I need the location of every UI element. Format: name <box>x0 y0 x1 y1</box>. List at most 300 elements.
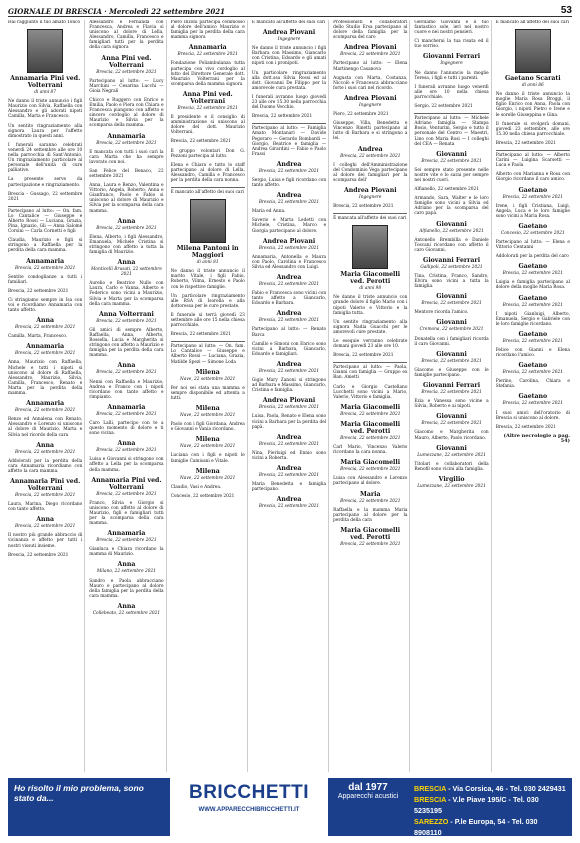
deceased-name: Anna <box>117 440 136 448</box>
notice-text: Brescia, 22 settembre 2021 <box>495 140 557 146</box>
notice-text: Il presidente e il consiglio di amministrazione si uniscono al dolore del dott. Maurizio Volterrani. <box>170 115 245 136</box>
deceased-name: Andrea Piovani <box>343 186 397 194</box>
obituary-text <box>333 385 407 400</box>
deceased-name: Milena <box>195 436 220 444</box>
notice-text: Carl Mario, Vincenzo Valerio ricordano la cara nonna. <box>333 445 408 456</box>
obituary-text <box>414 196 488 216</box>
notice-text: È mancato all'affetto dei suoi cari <box>495 20 570 25</box>
obituary-text <box>252 378 326 393</box>
deceased-name: Maria Giacomelli <box>340 403 401 411</box>
obituary-columns <box>8 20 572 772</box>
obituary-text <box>8 99 82 119</box>
notice-text: Professionisti e collaboratori dello Studio Ersa partecipano al dolore della famiglia per la scomparsa del caro <box>333 20 408 41</box>
place-date: Brescia, 22 settembre 2021 <box>502 271 563 277</box>
deceased-name: Anna <box>36 516 55 524</box>
ad-address: BRESCIA - Via Corsica, 46 - Tel. 030 2429431 <box>414 784 566 793</box>
obituary-text <box>496 204 570 219</box>
divider <box>252 123 326 124</box>
obituary-name-block <box>89 530 163 543</box>
obituary-name-block <box>8 258 82 271</box>
place-date: di anni 86 <box>521 83 544 89</box>
obituary-text <box>8 177 82 187</box>
obituary-text <box>333 320 407 335</box>
notice-text: Elena, Alberto, i figli Alessandro, Emanuela, Michele Cristina si stringono con affetto a tutta la famiglia di Maurizio. <box>89 234 164 255</box>
place-date: Brescia, 22 settembre 2021 <box>14 449 76 455</box>
notice-text: Ne danno il triste annuncio i figli Barbara con Massimo, Giancarlo con Cristina, Edoardo e gli amati nipoti con i pronipoti. <box>251 46 327 67</box>
column-3 <box>171 20 248 772</box>
notice-text: Irene, i figli Cristiana, Luigi, Angela, Luca e le loro famiglie sono vicini a Maria Rosa. <box>495 203 570 219</box>
place-date: Nave, 22 settembre 2021 <box>180 475 236 481</box>
deceased-name: Giovanni <box>436 350 467 358</box>
obituary-text <box>414 399 488 409</box>
ad-since-box <box>328 778 408 836</box>
obituary-text <box>8 143 82 174</box>
deceased-name: Anna <box>117 602 136 610</box>
obituary-name-block <box>89 362 163 375</box>
ad-slogan: Ho risolto il mio problema, sono stato da... <box>14 783 144 803</box>
deceased-name: Anna <box>36 441 55 449</box>
portrait-photo <box>515 29 551 73</box>
notice-text: Aurelio e Beatrice Nullo con Laura, Carlo e Vanna, Alberto e Federico sono vicini a Maurizio, Silvia e Marta per la scomparsa della cara mamma. <box>89 281 164 307</box>
obituary-text <box>252 218 326 233</box>
obituary-text <box>8 360 82 396</box>
obituary-name-block <box>414 151 488 164</box>
notice-text: Claudia, Maurizio e figli si stringono a Raffaella per la perdita della cara mamma. <box>8 238 83 254</box>
obituary-text <box>252 209 326 214</box>
obituary-name-block <box>333 271 407 291</box>
obituary-text <box>89 98 163 129</box>
obituary-name-block <box>333 421 407 441</box>
place-date: Brescia, 22 settembre 2021 <box>340 467 401 473</box>
deceased-name: Annamaria <box>107 530 146 538</box>
obituary-name-block <box>333 95 407 108</box>
obituary-name-block <box>496 393 570 406</box>
obituary-name-block <box>252 361 326 374</box>
notice-text: Ne danno il triste annuncio la moglie Maria Rosa Broggi, il figlio Enrico con Anna, Paola con Giorgio, i nipoti Pietro e Irene e le sorelle Giuseppina e Gina. <box>495 92 570 118</box>
notice-text: Partecipano al lutto: — Elena Martinengo Casanova <box>333 61 408 72</box>
place-date: di anni 87 <box>34 90 57 96</box>
notice-text: Sentite condoglianze a tutti i familiari. <box>8 274 83 285</box>
obituary-text <box>252 20 326 25</box>
obituary-text <box>8 533 82 548</box>
header-title: GIORNALE DI BRESCIA · Mercoledì 22 settembre 2021 <box>8 7 225 16</box>
deceased-name: Maria Giacomelli ved. Perotti <box>340 420 401 435</box>
deceased-name: Annamaria Pini ved. Volterrani <box>10 75 81 90</box>
obituary-name-block <box>8 343 82 356</box>
obituary-name-block <box>333 404 407 417</box>
divider <box>496 150 570 151</box>
place-date: Nave, 22 settembre 2021 <box>180 413 236 419</box>
obituary-text <box>414 104 488 109</box>
notice-text: Sei sempre stato presente nelle nostre vite e lo sarai per sempre nei nostri cuori. <box>414 167 489 183</box>
notice-text: Ci stringiamo sempre in Isa con voi e ricordiamo Annamaria con tanto affetto. <box>8 297 83 314</box>
obituary-text <box>89 183 163 214</box>
notice-text: Franco, Silvia e Giorgio si uniscono con affetto al dolore di Maurizio, figli e famigliari tutti per la scomparsa della cara mamma. <box>89 500 164 527</box>
notice-text: Luigia e famiglia partecipano al dolore della moglie Maria Rosa. <box>495 280 570 291</box>
ad-addresses <box>408 778 572 836</box>
obituary-text <box>252 71 326 91</box>
notice-text: Un sentito ringraziamento alla signora Nadia Guacchi per le amorevoli cure prestate. <box>333 319 408 335</box>
place-date: Nave, 22 settembre 2021 <box>180 444 236 450</box>
notice-text: Carlo e Giorgio Castellano Lucchetti sono vicini a Mario, Valerio, Vittorio e famiglia. <box>333 384 408 400</box>
deceased-name: Andrea <box>276 274 302 281</box>
deceased-name: Andrea <box>276 192 302 200</box>
obituary-name-block <box>414 53 488 66</box>
deceased-name: Anna <box>117 561 136 569</box>
deceased-name: Milena <box>195 467 220 475</box>
notice-text: Partecipano al lutto: — Paola, Gianni con famiglia — Gruppo ex Ban. Ametti <box>333 365 408 381</box>
obituary-text <box>496 379 570 389</box>
notice-text: Il nostro più grande abbraccio di vicinanza e affetto per tutti i nostri vissuti insieme. <box>8 533 83 549</box>
obituary-text <box>171 344 245 364</box>
obituary-text <box>171 313 245 328</box>
obituary-text <box>171 422 245 432</box>
obituary-text <box>496 425 570 430</box>
obituary-text <box>252 451 326 461</box>
obituary-text <box>333 76 407 91</box>
notice-text: Laura, Marina, Diego ricordano con tanto affetto. <box>8 502 83 513</box>
notice-text: Luciana con i figli e nipoti le famiglie Camisani e Vitale. <box>170 453 245 464</box>
obituary-text <box>333 445 407 455</box>
deceased-name: Maria Giacomelli ved. Perotti <box>340 526 401 541</box>
obituary-name-block <box>8 442 82 455</box>
obituary-name-block <box>89 311 163 324</box>
obituary-text <box>89 421 163 436</box>
obituary-name-block <box>414 319 488 332</box>
deceased-name: Annamaria <box>107 132 146 140</box>
column-4 <box>252 20 329 772</box>
obituary-name-block <box>8 478 82 498</box>
obituary-name-block <box>252 397 326 410</box>
notice-text: Camillo e Simoni con Enrico sono vicini a Barbara, Giancarlo, Edoardo e famigliari. <box>251 341 327 357</box>
notice-text: Sergio, Luisa e figli ricordano con tanto affetto. <box>251 177 327 189</box>
deceased-name: Annamaria Pini ved. Volterrani <box>10 477 81 492</box>
notice-text: Armando, Sara, Walter e le loro famiglie sono vicini a Silvia ed Adriano per la scomparsa del caro papà. <box>414 196 489 217</box>
notice-text: Ne danno il triste annuncio il marito Vitale, i figli Fabio, Roberto, Vilma, Ernesto e Paolo con le rispettive famiglie. <box>170 269 245 290</box>
notice-text: Antonello Brembilla e Daniele Toscani ricordano con affetto il caro Giovanni. <box>414 237 489 253</box>
ad-brand: BRICCHETTI <box>188 782 310 803</box>
obituary-name-block <box>171 245 245 265</box>
notice-text: Luisa, Paola, Renato e Elena sono vicini a Barbara per la perdita del papà. <box>251 414 327 430</box>
notice-text: Giacomo e Giuseppe con le famiglie partecipano. <box>414 367 489 378</box>
obituary-text <box>89 380 163 400</box>
notice-text: Partecipano al lutto: — On. fam. Lo Cantalice — Giuseppe e Alberto Rossi — Luciana, Grazia, Pina, Ignazio, Gli — Anna Salomè Corsini — Carla Cornetti e figli <box>8 208 83 235</box>
notice-text: Brescia - Gussago, 22 settembre 2021 <box>8 191 83 202</box>
obituary-text <box>252 414 326 429</box>
obituary-name-block <box>8 400 82 413</box>
page-header <box>8 4 572 17</box>
notice-text: Sergio, 22 settembre 2021 <box>414 104 473 110</box>
obituary-name-block <box>252 29 326 42</box>
obituary-text <box>496 254 570 259</box>
place-date: Brescia, 22 settembre 2021 <box>258 368 320 374</box>
deceased-name: Annamaria <box>26 400 65 408</box>
obituary-text <box>171 332 245 337</box>
portrait-photo <box>27 29 63 73</box>
deceased-name: Andrea <box>276 360 302 368</box>
notice-text: Un sentito ringraziamento alla signora Laura per l'affetto dimostrato in questi anni. <box>8 123 83 139</box>
place-date: Brescia, 22 settembre 2021 <box>258 245 320 251</box>
obituary-text <box>171 485 245 490</box>
deceased-name: Andrea <box>276 433 302 441</box>
obituary-name-block <box>252 192 326 205</box>
obituary-text <box>171 494 245 499</box>
place-date: Brescia, 22 settembre 2021 <box>421 158 482 164</box>
obituary-text <box>333 61 407 71</box>
deceased-name: Giovanni <box>436 444 467 452</box>
obituary-name-block <box>333 44 407 57</box>
place-date: Ingegnere <box>440 61 463 67</box>
place-date: Brescia, 22 settembre 2021 <box>14 325 76 331</box>
deceased-name: Anna Pini ved. Volterrani <box>182 90 233 105</box>
obituary-text <box>414 368 488 378</box>
ad-tagline: Apparecchi acustici <box>337 792 399 800</box>
obituary-name-block <box>89 259 163 277</box>
deceased-name: Annamaria Pini ved. Volterrani <box>91 476 162 491</box>
obituary-text <box>171 149 245 159</box>
deceased-name: Milena <box>195 368 220 376</box>
obituary-name-block <box>89 218 163 231</box>
deceased-name: Anna <box>117 217 136 225</box>
advertisement-banner[interactable] <box>8 778 572 836</box>
notice-text: Il funerale si terrà giovedì 23 settembre alle ore 15 nella chiesa parrocchiale. <box>170 312 245 329</box>
notice-text: Brescia, 22 settembre 2021 <box>333 204 394 210</box>
deceased-name: Andrea Piovani <box>343 44 397 52</box>
obituary-name-block <box>333 527 407 547</box>
obituary-text <box>252 327 326 337</box>
notice-text: Chicco e Ruggero con Enrico e Emilia, Paolo e Piera con Chiara e Francesca piangono con affetto e sincero cordoglio al dolore di Maurizio e Silvia per la scomparsa della mamma. <box>89 97 164 129</box>
obituary-name-block <box>252 310 326 323</box>
place-date: Monticelli Brusati, 22 settembre 2021 <box>90 267 162 278</box>
obituary-text <box>8 192 82 202</box>
obituary-name-block <box>89 561 163 574</box>
deceased-name: Gaetano <box>518 222 548 230</box>
ad-address: SAREZZO - P.le Europa, 54 - Tel. 030 8908110 <box>414 817 538 837</box>
place-date: Brescia, 22 settembre 2021 <box>340 498 401 504</box>
obituary-text <box>333 365 407 380</box>
deceased-name: Maria Giacomelli <box>340 459 401 467</box>
obituary-name-block <box>8 75 82 95</box>
deceased-name: Gaetano <box>518 294 548 302</box>
notice-text: Ne danno il triste annuncio i figli Maurizio con Silvia, Raffaella con Alessandro e gli adorati nipoti Camilla, Marta e Francesco. <box>8 99 83 120</box>
obituary-text <box>171 294 245 309</box>
notice-text: Brescia, 22 settembre 2021 <box>170 139 231 145</box>
obituary-text <box>171 163 245 183</box>
obituary-text <box>414 20 488 35</box>
obituary-name-block <box>496 295 570 308</box>
divider <box>333 213 407 214</box>
notice-text: Anna, Laura e Renzo, Valentina e Vittorio, Angela, Roberto, Anna e Gianfranco, Paolo e Fabio si uniscono al dolore di Maurizio e Silvia per la scomparsa della cara mamma. <box>89 183 164 214</box>
deceased-name: Andrea Piovani <box>262 29 316 37</box>
deceased-name: Giovanni <box>436 150 467 158</box>
obituary-name-block <box>252 274 326 287</box>
place-date: Brescia, 22 settembre 2021 <box>177 52 238 58</box>
place-date: Brescia, 22 settembre 2021 <box>258 405 320 411</box>
obituary-name-block <box>89 477 163 497</box>
deceased-name: Andrea Piovani <box>262 237 316 245</box>
ad-since: dal 1977 <box>348 782 388 793</box>
place-date: Nave, 22 settembre 2021 <box>180 376 236 382</box>
obituary-name-block <box>171 405 245 418</box>
notice-text: E mancata con tutti i suoi cari la cara Marta che ha sempre lavorato con noi. <box>89 149 164 165</box>
place-date: Brescia, 22 settembre 2021 <box>340 153 401 159</box>
place-date: Brescia, 22 settembre 2021 <box>502 194 563 200</box>
obituary-name-block <box>333 459 407 472</box>
deceased-name: Gaetano <box>518 330 548 338</box>
notice-text: Ne danno l'annuncio la moglie Teresa, i figli e tutti i parenti. <box>414 70 489 81</box>
obituary-name-block <box>333 491 407 504</box>
notice-text: Un particolare ringraziamento alle RSA di Isorella e alla dottoressa per le cure prestate. <box>170 293 245 309</box>
obituary-text <box>252 178 326 188</box>
place-date: Brescia, 22 settembre 2021 <box>258 200 320 206</box>
deceased-name: Virgilio <box>438 475 465 483</box>
obituary-text <box>414 116 488 147</box>
place-date: Cremona, 22 settembre 2021 <box>419 327 484 333</box>
place-date: Brescia, 22 settembre 2021 <box>258 168 320 174</box>
obituary-text <box>333 295 407 315</box>
notice-text: Addolorati per la perdita del caro <box>495 254 569 260</box>
notice-text: Brescia, 22 settembre 2021 <box>8 552 69 558</box>
notice-text: Fondazione Poliambulanza tutta partecipa con vivo cordoglio al lutto del Direttore Generale dott. Maurizio Volterrani per la scomparsa della mamma signora <box>170 61 245 87</box>
notice-text: I suoi amici dell'oratorio di Brescia si uniscono al dolore. <box>495 410 570 421</box>
obituary-text <box>171 139 245 144</box>
deceased-name: Giovanni Ferrari <box>423 256 481 264</box>
notice-text: Luisa e Giovanni si stringono con affetto a Lella per la scomparsa della mamma. <box>89 457 164 473</box>
place-date: Ingegnere <box>277 37 301 43</box>
obituary-text <box>252 342 326 357</box>
obituary-text <box>89 328 163 359</box>
obituary-text <box>333 353 407 358</box>
notice-text: Le esequie verranno celebrate domani giovedì 23 alle ore 10. <box>333 339 408 350</box>
place-date: Brescia, 22 settembre 2021 <box>96 538 157 544</box>
obituary-name-block <box>8 317 82 330</box>
obituary-name-block <box>496 75 570 88</box>
portrait-photo <box>190 199 226 243</box>
obituary-text <box>171 453 245 463</box>
deceased-name: Giovanni Ferrari <box>423 53 481 61</box>
column-6 <box>414 20 491 772</box>
obituary-text <box>252 482 326 492</box>
deceased-name: Andrea <box>276 310 302 318</box>
obituary-name-block <box>252 161 326 174</box>
place-date: Brescia, 22 settembre 2021 <box>502 302 563 308</box>
notice-text: Partecipano al lutto: — On. fam. Lo Cantalice — Giuseppe e Alberto Rossi — Luciana, Grazia, Matilde Spezi — Simone Loda <box>170 344 245 365</box>
obituary-text <box>89 235 163 255</box>
notice-text: È mancato all'affetto dei suoi cari <box>251 20 326 25</box>
notice-text: Fabio e Francesca sono vicini con tanto affetto a Giancarlo, Edoardo e Barbara. <box>251 291 327 307</box>
deceased-name: Andrea Piovani <box>262 397 316 405</box>
ad-address: BRESCIA - V.le Piave 195/C - Tel. 030 5235195 <box>414 795 539 815</box>
obituary-text <box>89 150 163 165</box>
obituary-text <box>171 20 245 40</box>
obituary-name-block <box>252 434 326 447</box>
obituary-text <box>8 209 82 234</box>
place-date: Collebeato, 22 settembre 2021 <box>92 610 161 616</box>
notice-text: I nipoti Gianluigi, Alberto, Emanuela, Sergio e Gabriele con le loro famiglie ricordano. <box>495 311 570 327</box>
obituary-text <box>414 39 488 49</box>
place-date: Brescia, 22 settembre 2021 <box>96 411 157 417</box>
more-obituaries-link[interactable]: (Altre necrologie a pag. 54) <box>503 432 570 444</box>
obituary-name-block <box>333 146 407 159</box>
obituary-text <box>8 553 82 558</box>
obituary-name-block <box>89 55 163 75</box>
obituary-text <box>414 238 488 253</box>
deceased-name: Andrea <box>357 145 383 153</box>
obituary-text <box>496 153 570 168</box>
column-2 <box>89 20 166 772</box>
obituary-text <box>414 274 488 289</box>
obituary-text <box>414 462 488 472</box>
notice-text: Maria Benedetta e famiglia partecipano. <box>251 482 327 493</box>
place-date: Brescia, 22 settembre 2021 <box>502 401 563 407</box>
notice-text: Maria ed Anna. <box>251 209 286 215</box>
place-date: Brescia, 22 settembre 2021 <box>258 282 320 287</box>
place-date: Brescia, 22 settembre 2021 <box>96 448 157 454</box>
obituary-text <box>333 112 407 117</box>
obituary-text <box>496 280 570 290</box>
obituary-name-block <box>333 187 407 200</box>
notice-text: Caro Lalli, partecipo con te a questo momento di dolore e ti sono vicina. <box>89 420 164 437</box>
notice-text: Concesio, 22 settembre 2021 <box>170 493 235 499</box>
divider <box>171 341 245 342</box>
place-date: Brescia, 22 settembre 2021 <box>258 472 320 478</box>
obituary-text <box>496 348 570 358</box>
notice-text: Partecipano al lutto: — Michele Adriano famiglia — Stampa Bosio, Venturini, Sergio e tutto il personale del Centro — Maestri, Lino con Maria Rosi — I colleghi del CEA — Renata <box>414 116 489 147</box>
obituary-text <box>252 291 326 306</box>
deceased-name: Giovanni <box>436 220 467 228</box>
obituary-name-block <box>414 257 488 270</box>
obituary-text <box>8 275 82 285</box>
notice-text: Il funerale si svolgerà domani, giovedì 23 settembre, alle ore 15.30 nella chiesa parrocchiale. <box>495 121 570 137</box>
notice-text: Per noi sei stata una mamma e sempre disponibile ed attenta a tutti. <box>170 385 245 401</box>
deceased-name: Anna Pini ved. Volterrani <box>101 54 152 69</box>
place-date: Brescia, 22 settembre 2021 <box>14 351 76 357</box>
obituary-name-block <box>252 496 326 509</box>
obituary-name-block <box>171 468 245 481</box>
deceased-name: Andrea <box>276 160 302 168</box>
obituary-text <box>496 122 570 137</box>
obituary-name-block <box>496 263 570 276</box>
notice-text: Renzo ed Annalena con Renato, Alessandro e Lorenzo si uniscono al dolore di Maurizio, Marta e Silvia nel ricordo della cara <box>8 417 83 438</box>
deceased-name: Annamaria <box>107 403 146 411</box>
obituary-text <box>89 501 163 526</box>
obituary-text <box>252 126 326 157</box>
obituary-text <box>333 20 407 40</box>
obituary-text <box>171 269 245 289</box>
deceased-name: Annamaria <box>188 44 227 52</box>
notice-text: Nenni con Raffaella e Maurizio, Andrea e Franco con i nipoti ricordano con tanto affetto e rimpianto. <box>89 379 164 400</box>
obituary-text <box>333 163 407 183</box>
obituary-text <box>8 502 82 512</box>
obituary-text <box>333 121 407 141</box>
obituary-text <box>333 204 407 209</box>
notice-text: È mancato all'affetto dei suoi cari <box>170 190 244 196</box>
place-date: Brescia, 22 settembre 2021 <box>14 265 76 271</box>
notice-text: Un particolare ringraziamento alla dott.ssa Silvia Rossi ed al dott. Giovanni De Filippo per la amorevole cura prestata. <box>251 70 327 91</box>
obituary-text <box>89 169 163 179</box>
ad-url[interactable]: WWW.APPARECCHIBRICCHETTI.IT <box>198 807 300 813</box>
obituary-text <box>333 339 407 349</box>
column-1 <box>8 20 85 772</box>
divider <box>8 206 82 207</box>
notice-text: Giacomo e Margherita con Mauro, Alberto, Paolo ricordano. <box>414 430 489 441</box>
notice-text: Tina, Cristina, Franco, Sandro, Elvira sono vicini a tutta la famiglia. <box>414 274 489 290</box>
obituary-text <box>8 459 82 474</box>
place-date: Brescia, 22 settembre 2021 <box>96 225 157 231</box>
notice-text: Il gruppo volontari Don G. Pezzoni partecipa al lutto. <box>170 148 245 159</box>
obituary-name-block <box>496 331 570 344</box>
place-date: Milano, 22 settembre 2021 <box>96 569 156 575</box>
